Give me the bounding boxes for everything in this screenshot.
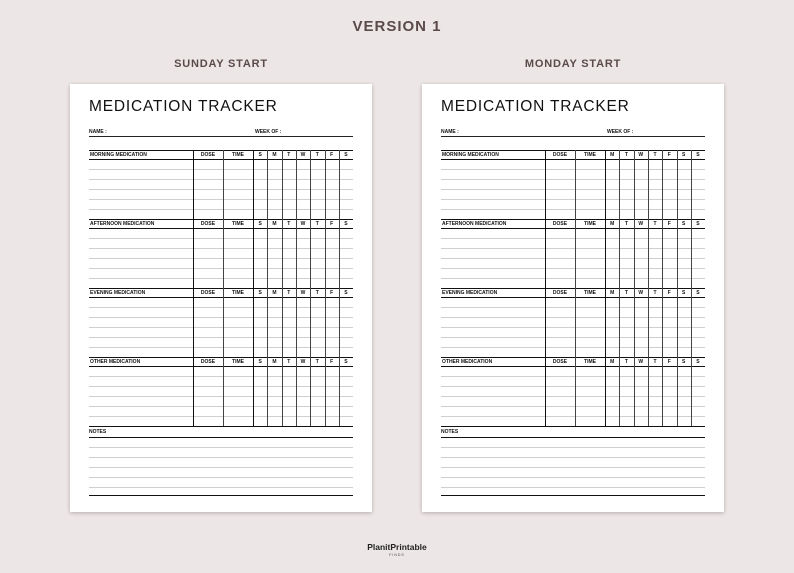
dose-column-label: DOSE [552, 221, 568, 227]
days-column-divider [253, 150, 254, 219]
dose-column-label: DOSE [552, 290, 568, 296]
time-column-label: TIME [232, 359, 244, 365]
day-column-label: T [315, 290, 319, 296]
day-column-label: S [344, 290, 348, 296]
day-divider [691, 150, 692, 219]
day-divider [619, 288, 620, 357]
day-divider [310, 288, 311, 357]
entry-row-line [441, 416, 705, 417]
day-column-label: W [638, 359, 644, 365]
day-divider [325, 288, 326, 357]
dose-column-label: DOSE [552, 359, 568, 365]
dose-column-divider [545, 219, 546, 288]
entry-row-line [441, 406, 705, 407]
day-divider [691, 357, 692, 426]
day-divider [310, 150, 311, 219]
entry-row-line [89, 248, 353, 249]
day-divider [296, 219, 297, 288]
day-column-label: S [258, 290, 262, 296]
day-column-label: S [696, 290, 700, 296]
entry-row-line [89, 317, 353, 318]
entry-row-line [441, 189, 705, 190]
entry-row-line [441, 396, 705, 397]
notes-label: NOTES [441, 429, 459, 435]
day-column-label: T [653, 221, 657, 227]
notes-line [89, 457, 353, 458]
monday-start-label: MONDAY START [524, 58, 622, 70]
entry-row-line [89, 347, 353, 348]
notes-top-rule [89, 426, 353, 427]
section-top-rule [441, 150, 705, 151]
day-column-label: M [272, 221, 277, 227]
notes-top-rule [441, 426, 705, 427]
day-divider [619, 150, 620, 219]
day-column-label: T [653, 152, 657, 158]
day-column-label: S [681, 359, 686, 365]
entry-row-line [89, 386, 353, 387]
brand-name: PlanitPrintable [367, 542, 427, 552]
time-column-label: TIME [232, 221, 244, 227]
section-label: OTHER MEDICATION [442, 359, 493, 365]
section-header-rule [441, 297, 705, 298]
sunday-start-sheet [70, 84, 372, 512]
notes-header-rule [441, 437, 705, 438]
day-column-label: T [287, 152, 291, 158]
entry-row-line [89, 376, 353, 377]
day-divider [634, 288, 635, 357]
day-column-label: M [272, 290, 277, 296]
day-divider [310, 219, 311, 288]
day-column-label: M [272, 359, 277, 365]
entry-row-line [441, 248, 705, 249]
day-column-label: T [624, 221, 628, 227]
day-divider [634, 219, 635, 288]
days-column-divider [253, 288, 254, 357]
entry-row-line [441, 327, 705, 328]
entry-row-line [441, 258, 705, 259]
dose-column-label: DOSE [200, 152, 216, 158]
section-top-rule [441, 219, 705, 220]
day-divider [267, 219, 268, 288]
section-top-rule [89, 150, 353, 151]
medication-section [89, 357, 353, 426]
day-divider [282, 150, 283, 219]
day-column-label: T [315, 221, 319, 227]
entry-row-line [89, 258, 353, 259]
day-column-label: T [624, 152, 628, 158]
day-column-label: M [610, 359, 615, 365]
time-column-divider [575, 357, 576, 426]
section-label: AFTERNOON MEDICATION [442, 221, 507, 227]
dose-column-label: DOSE [200, 221, 216, 227]
day-divider [662, 357, 663, 426]
brand-tagline: FINDS [389, 553, 405, 557]
day-column-label: S [258, 221, 262, 227]
day-column-label: W [638, 290, 644, 296]
day-column-label: S [258, 359, 262, 365]
sheet-title: MEDICATION TRACKER [441, 98, 630, 115]
day-divider [325, 219, 326, 288]
day-column-label: S [696, 152, 700, 158]
section-top-rule [441, 357, 705, 358]
day-column-label: M [272, 152, 277, 158]
time-column-divider [223, 357, 224, 426]
time-column-divider [575, 219, 576, 288]
section-header-rule [89, 366, 353, 367]
header-rule [441, 136, 705, 137]
day-divider [677, 219, 678, 288]
entry-row-line [89, 238, 353, 239]
medication-section [441, 150, 705, 219]
days-column-divider [605, 288, 606, 357]
time-column-divider [575, 288, 576, 357]
notes-line [441, 487, 705, 488]
dose-column-divider [545, 288, 546, 357]
section-top-rule [441, 288, 705, 289]
day-divider [339, 219, 340, 288]
day-divider [662, 288, 663, 357]
day-column-label: S [258, 152, 262, 158]
day-divider [648, 288, 649, 357]
day-divider [339, 150, 340, 219]
dose-column-label: DOSE [200, 290, 216, 296]
day-divider [339, 288, 340, 357]
day-divider [648, 150, 649, 219]
medication-section [441, 219, 705, 288]
section-header-rule [441, 366, 705, 367]
day-divider [634, 357, 635, 426]
time-column-label: TIME [584, 152, 596, 158]
day-column-label: M [610, 221, 615, 227]
name-label: NAME : [89, 129, 107, 135]
entry-row-line [441, 317, 705, 318]
header-rule [89, 136, 353, 137]
section-label: MORNING MEDICATION [442, 152, 499, 158]
days-column-divider [605, 357, 606, 426]
section-label: EVENING MEDICATION [442, 290, 498, 296]
day-column-label: S [344, 152, 348, 158]
section-header-rule [89, 228, 353, 229]
day-column-label: M [610, 290, 615, 296]
days-column-divider [605, 219, 606, 288]
days-column-divider [253, 357, 254, 426]
section-top-rule [89, 357, 353, 358]
day-divider [662, 219, 663, 288]
entry-row-line [89, 396, 353, 397]
entry-row-line [89, 169, 353, 170]
entry-row-line [89, 307, 353, 308]
day-column-label: T [287, 290, 291, 296]
section-header-rule [89, 297, 353, 298]
medication-section [441, 357, 705, 426]
entry-row-line [441, 347, 705, 348]
entry-row-line [89, 209, 353, 210]
dose-column-divider [193, 150, 194, 219]
time-column-divider [223, 150, 224, 219]
medication-section [89, 150, 353, 219]
version-title: VERSION 1 [352, 18, 442, 35]
day-divider [691, 288, 692, 357]
day-column-label: F [667, 221, 671, 227]
day-column-label: T [315, 359, 319, 365]
monday-start-sheet [422, 84, 724, 512]
entry-row-line [441, 268, 705, 269]
day-column-label: S [344, 221, 348, 227]
name-label: NAME : [441, 129, 459, 135]
entry-row-line [441, 386, 705, 387]
notes-line [89, 447, 353, 448]
section-header-rule [441, 228, 705, 229]
day-column-label: S [681, 221, 686, 227]
entry-row-line [89, 337, 353, 338]
notes-line [89, 467, 353, 468]
day-divider [310, 357, 311, 426]
sunday-start-label: SUNDAY START [174, 58, 268, 70]
dose-column-label: DOSE [200, 359, 216, 365]
week-of-label: WEEK OF : [255, 129, 282, 135]
section-label: AFTERNOON MEDICATION [90, 221, 155, 227]
day-column-label: W [300, 221, 306, 227]
day-column-label: F [667, 290, 671, 296]
day-divider [339, 357, 340, 426]
day-column-label: T [653, 359, 657, 365]
day-column-label: F [330, 359, 334, 365]
time-column-divider [575, 150, 576, 219]
day-column-label: F [667, 152, 671, 158]
medication-section [89, 219, 353, 288]
dose-column-divider [193, 219, 194, 288]
sheet-title: MEDICATION TRACKER [89, 98, 278, 115]
day-divider [677, 150, 678, 219]
notes-line [441, 447, 705, 448]
days-column-divider [253, 219, 254, 288]
entry-row-line [441, 278, 705, 279]
section-label: OTHER MEDICATION [90, 359, 141, 365]
day-divider [282, 288, 283, 357]
section-top-rule [89, 288, 353, 289]
day-column-label: W [300, 359, 306, 365]
day-column-label: F [330, 221, 334, 227]
notes-bottom-rule [441, 495, 705, 496]
entry-row-line [89, 327, 353, 328]
time-column-label: TIME [232, 290, 244, 296]
day-column-label: S [696, 359, 700, 365]
dose-column-divider [193, 357, 194, 426]
notes-label: NOTES [89, 429, 107, 435]
day-divider [662, 150, 663, 219]
day-column-label: T [653, 290, 657, 296]
day-divider [267, 357, 268, 426]
entry-row-line [441, 376, 705, 377]
medication-section [441, 288, 705, 357]
notes-line [441, 477, 705, 478]
section-header-rule [89, 159, 353, 160]
day-divider [619, 357, 620, 426]
entry-row-line [89, 189, 353, 190]
entry-row-line [89, 179, 353, 180]
entry-row-line [441, 238, 705, 239]
week-of-label: WEEK OF : [607, 129, 634, 135]
day-column-label: T [287, 221, 291, 227]
day-divider [325, 150, 326, 219]
section-top-rule [89, 219, 353, 220]
day-column-label: S [681, 290, 686, 296]
entry-row-line [441, 199, 705, 200]
day-divider [267, 150, 268, 219]
day-divider [677, 288, 678, 357]
notes-line [89, 487, 353, 488]
day-column-label: T [287, 359, 291, 365]
entry-row-line [89, 406, 353, 407]
dose-column-divider [545, 150, 546, 219]
day-divider [691, 219, 692, 288]
dose-column-label: DOSE [552, 152, 568, 158]
dose-column-divider [545, 357, 546, 426]
day-divider [267, 288, 268, 357]
entry-row-line [89, 416, 353, 417]
day-divider [282, 219, 283, 288]
day-divider [296, 357, 297, 426]
time-column-label: TIME [584, 359, 596, 365]
medication-section [89, 288, 353, 357]
entry-row-line [89, 268, 353, 269]
day-divider [648, 219, 649, 288]
day-column-label: S [344, 359, 348, 365]
time-column-label: TIME [584, 290, 596, 296]
day-divider [634, 150, 635, 219]
day-column-label: F [667, 359, 671, 365]
day-column-label: S [681, 152, 686, 158]
day-column-label: M [610, 152, 615, 158]
entry-row-line [441, 179, 705, 180]
day-divider [325, 357, 326, 426]
day-column-label: S [696, 221, 700, 227]
entry-row-line [89, 278, 353, 279]
day-column-label: W [638, 152, 644, 158]
day-column-label: F [330, 290, 334, 296]
entry-row-line [441, 169, 705, 170]
day-divider [619, 219, 620, 288]
day-column-label: T [624, 290, 628, 296]
day-column-label: T [315, 152, 319, 158]
day-column-label: T [624, 359, 628, 365]
section-label: MORNING MEDICATION [90, 152, 147, 158]
time-column-divider [223, 288, 224, 357]
notes-header-rule [89, 437, 353, 438]
entry-row-line [441, 307, 705, 308]
time-column-label: TIME [584, 221, 596, 227]
notes-bottom-rule [89, 495, 353, 496]
day-column-label: W [300, 152, 306, 158]
notes-line [441, 467, 705, 468]
day-divider [282, 357, 283, 426]
days-column-divider [605, 150, 606, 219]
day-column-label: W [638, 221, 644, 227]
entry-row-line [441, 337, 705, 338]
time-column-label: TIME [232, 152, 244, 158]
day-divider [296, 288, 297, 357]
day-column-label: W [300, 290, 306, 296]
notes-line [441, 457, 705, 458]
day-divider [648, 357, 649, 426]
day-divider [677, 357, 678, 426]
section-label: EVENING MEDICATION [90, 290, 146, 296]
dose-column-divider [193, 288, 194, 357]
time-column-divider [223, 219, 224, 288]
day-divider [296, 150, 297, 219]
section-header-rule [441, 159, 705, 160]
entry-row-line [89, 199, 353, 200]
notes-line [89, 477, 353, 478]
day-column-label: F [330, 152, 334, 158]
entry-row-line [441, 209, 705, 210]
